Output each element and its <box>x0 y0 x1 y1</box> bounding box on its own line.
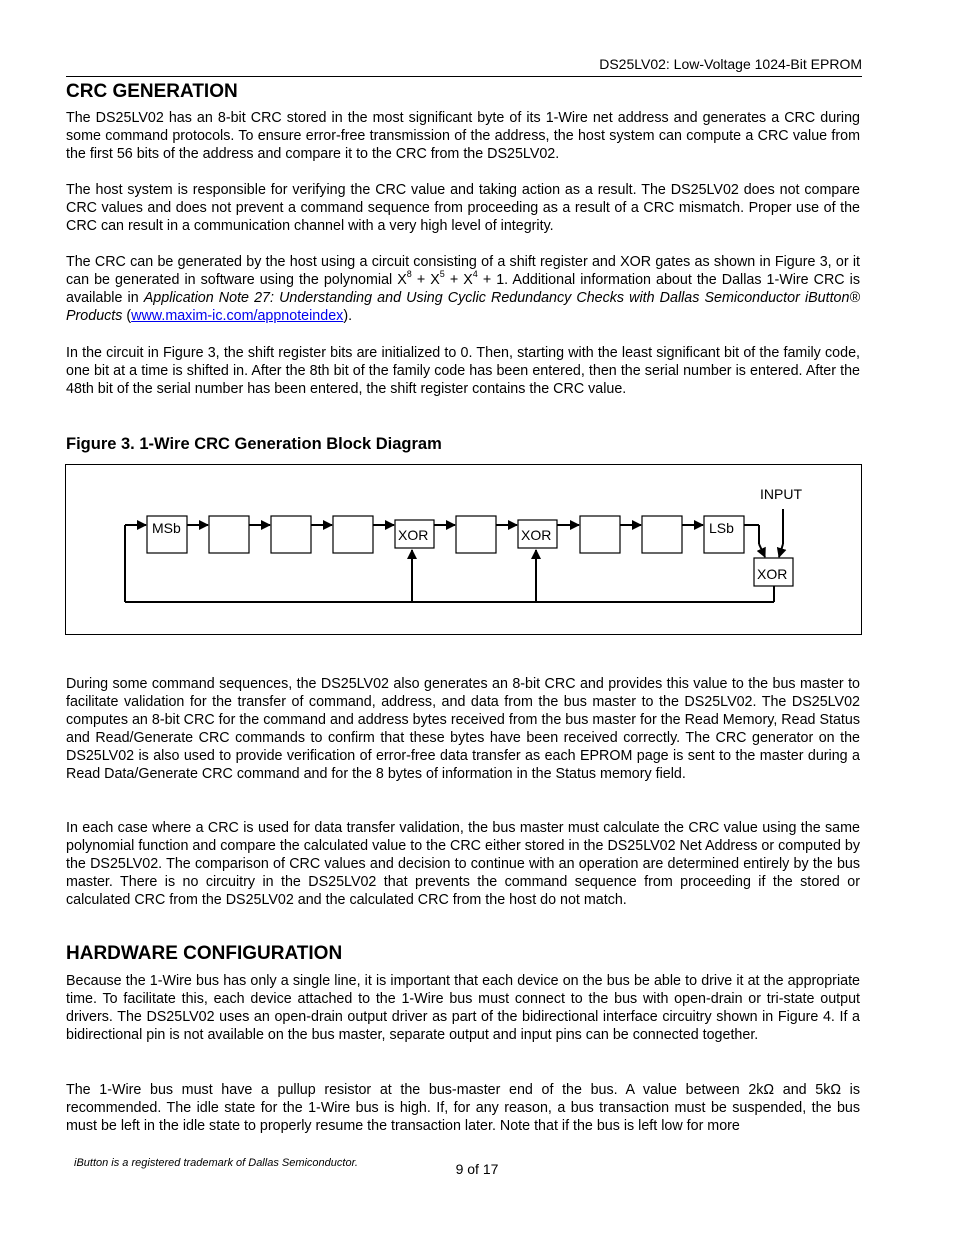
xor-label: XOR <box>398 527 429 543</box>
figure-3-caption: Figure 3. 1-Wire CRC Generation Block Diagram <box>66 435 442 453</box>
register-bit <box>642 516 682 553</box>
lsb-label: LSb <box>709 520 734 536</box>
hw-paragraph-2: The 1-Wire bus must have a pullup resistor at the bus-master end of the bus. A value between 2kΩ and 5kΩ is recommended. The idle state for the 1-Wire bus is high. If, for any reason, a bus transaction must be suspended, the bus must be left in the idle state to properly resume the transaction later. Note that if the bus is left low for more <box>66 1082 860 1134</box>
crc-paragraph-3: The CRC can be generated by the host using a circuit consisting of a shift register and XOR gates as shown in Figure 3, or it can be generated in software using the polynomial $X^8 + X^5 + X^4 + 1$. Additional information about the Dallas 1-Wire CRC is available in Application Note 27: Understanding and Using Cyclic Redundancy Checks with Dallas Semiconductor iButton® Products (www.maxim-ic.com/appnoteindex). <box>66 254 860 324</box>
app-note-title: Application Note 27: Understanding and Using Cyclic Redundancy Checks with Dallas Semiconductor iButton® Products <box>66 290 860 324</box>
register-bit <box>209 516 249 553</box>
xor-label: XOR <box>757 566 788 582</box>
crc-paragraph-5: During some command sequences, the DS25LV02 also generates an 8-bit CRC and provides this value to the bus master to facilitate validation for the transfer of command, address, and data from the bus master to the DS25LV02. The DS25LV02 computes an 8-bit CRC for the command and address bytes received from the bus master for the Read Memory, Read Status and Read/Generate CRC commands to confirm that these bytes have been received correctly. The CRC generator on the DS25LV02 is also used to provide verification of error-free data transfer as each EPROM page is sent to the master during a Read Data/Generate CRC command and for the 8 bytes of information in the Status memory field. <box>66 676 860 782</box>
register-bit <box>580 516 620 553</box>
crc-generation-heading: CRC GENERATION <box>66 81 238 102</box>
crc-paragraph-4: In the circuit in Figure 3, the shift register bits are initialized to 0. Then, starting with the least significant bit of the family code, one bit at a time is shifted in. After the 8th bit of the family code has been entered, then the serial number is entered. After the 48th bit of the serial number has been entered, the shift register contains the CRC value. <box>66 345 860 397</box>
register-bit <box>333 516 373 553</box>
figure-3-frame <box>65 464 862 635</box>
header-rule <box>66 76 862 77</box>
appnote-link[interactable]: www.maxim-ic.com/appnoteindex <box>131 308 344 324</box>
crc-block-diagram <box>66 465 863 636</box>
crc-paragraph-6: In each case where a CRC is used for data transfer validation, the bus master must calculate the CRC value using the same polynomial function and compare the calculated value to the CRC either stored in the DS25LV02 Net Address or computed by the DS25LV02. The comparison of CRC values and decision to continue with an operation are determined entirely by the bus master. There is no circuitry in the DS25LV02 that prevents the command sequence from proceeding if the stored or calculated CRC from the DS25LV02 and the calculated CRC from the host do not match. <box>66 820 860 908</box>
trademark-footnote: iButton is a registered trademark of Dallas Semiconductor. <box>74 1157 358 1169</box>
register-bit <box>271 516 311 553</box>
register-bit <box>456 516 496 553</box>
xor-label: XOR <box>521 527 552 543</box>
page-number: 9 of 17 <box>455 1161 499 1177</box>
hardware-configuration-heading: HARDWARE CONFIGURATION <box>66 943 343 964</box>
crc-paragraph-1: The DS25LV02 has an 8-bit CRC stored in the most significant byte of its 1-Wire net address and generates a CRC during some command protocols. To ensure error-free transmission of the address, the host system can compute a CRC value from the first 56 bits of the address and compare it to the CRC from the DS25LV02. <box>66 110 860 162</box>
running-header: DS25LV02: Low-Voltage 1024-Bit EPROM <box>599 56 862 72</box>
crc-paragraph-2: The host system is responsible for verifying the CRC value and taking action as a result. The DS25LV02 does not compare CRC values and does not prevent a command sequence from proceeding as a result of a CRC mismatch. Proper use of the CRC can result in a communication channel with a very high level of integrity. <box>66 182 860 234</box>
input-label: INPUT <box>760 486 802 502</box>
msb-label: MSb <box>152 520 181 536</box>
hw-paragraph-1: Because the 1-Wire bus has only a single line, it is important that each device on the bus be able to drive it at the appropriate time. To facilitate this, each device attached to the 1-Wire bus must connect to the bus with open-drain or tri-state output drivers. The DS25LV02 uses an open-drain output driver as part of the bidirectional interface circuitry shown in Figure 4. If a bidirectional pin is not available on the bus master, separate output and input pins can be connected together. <box>66 973 860 1043</box>
